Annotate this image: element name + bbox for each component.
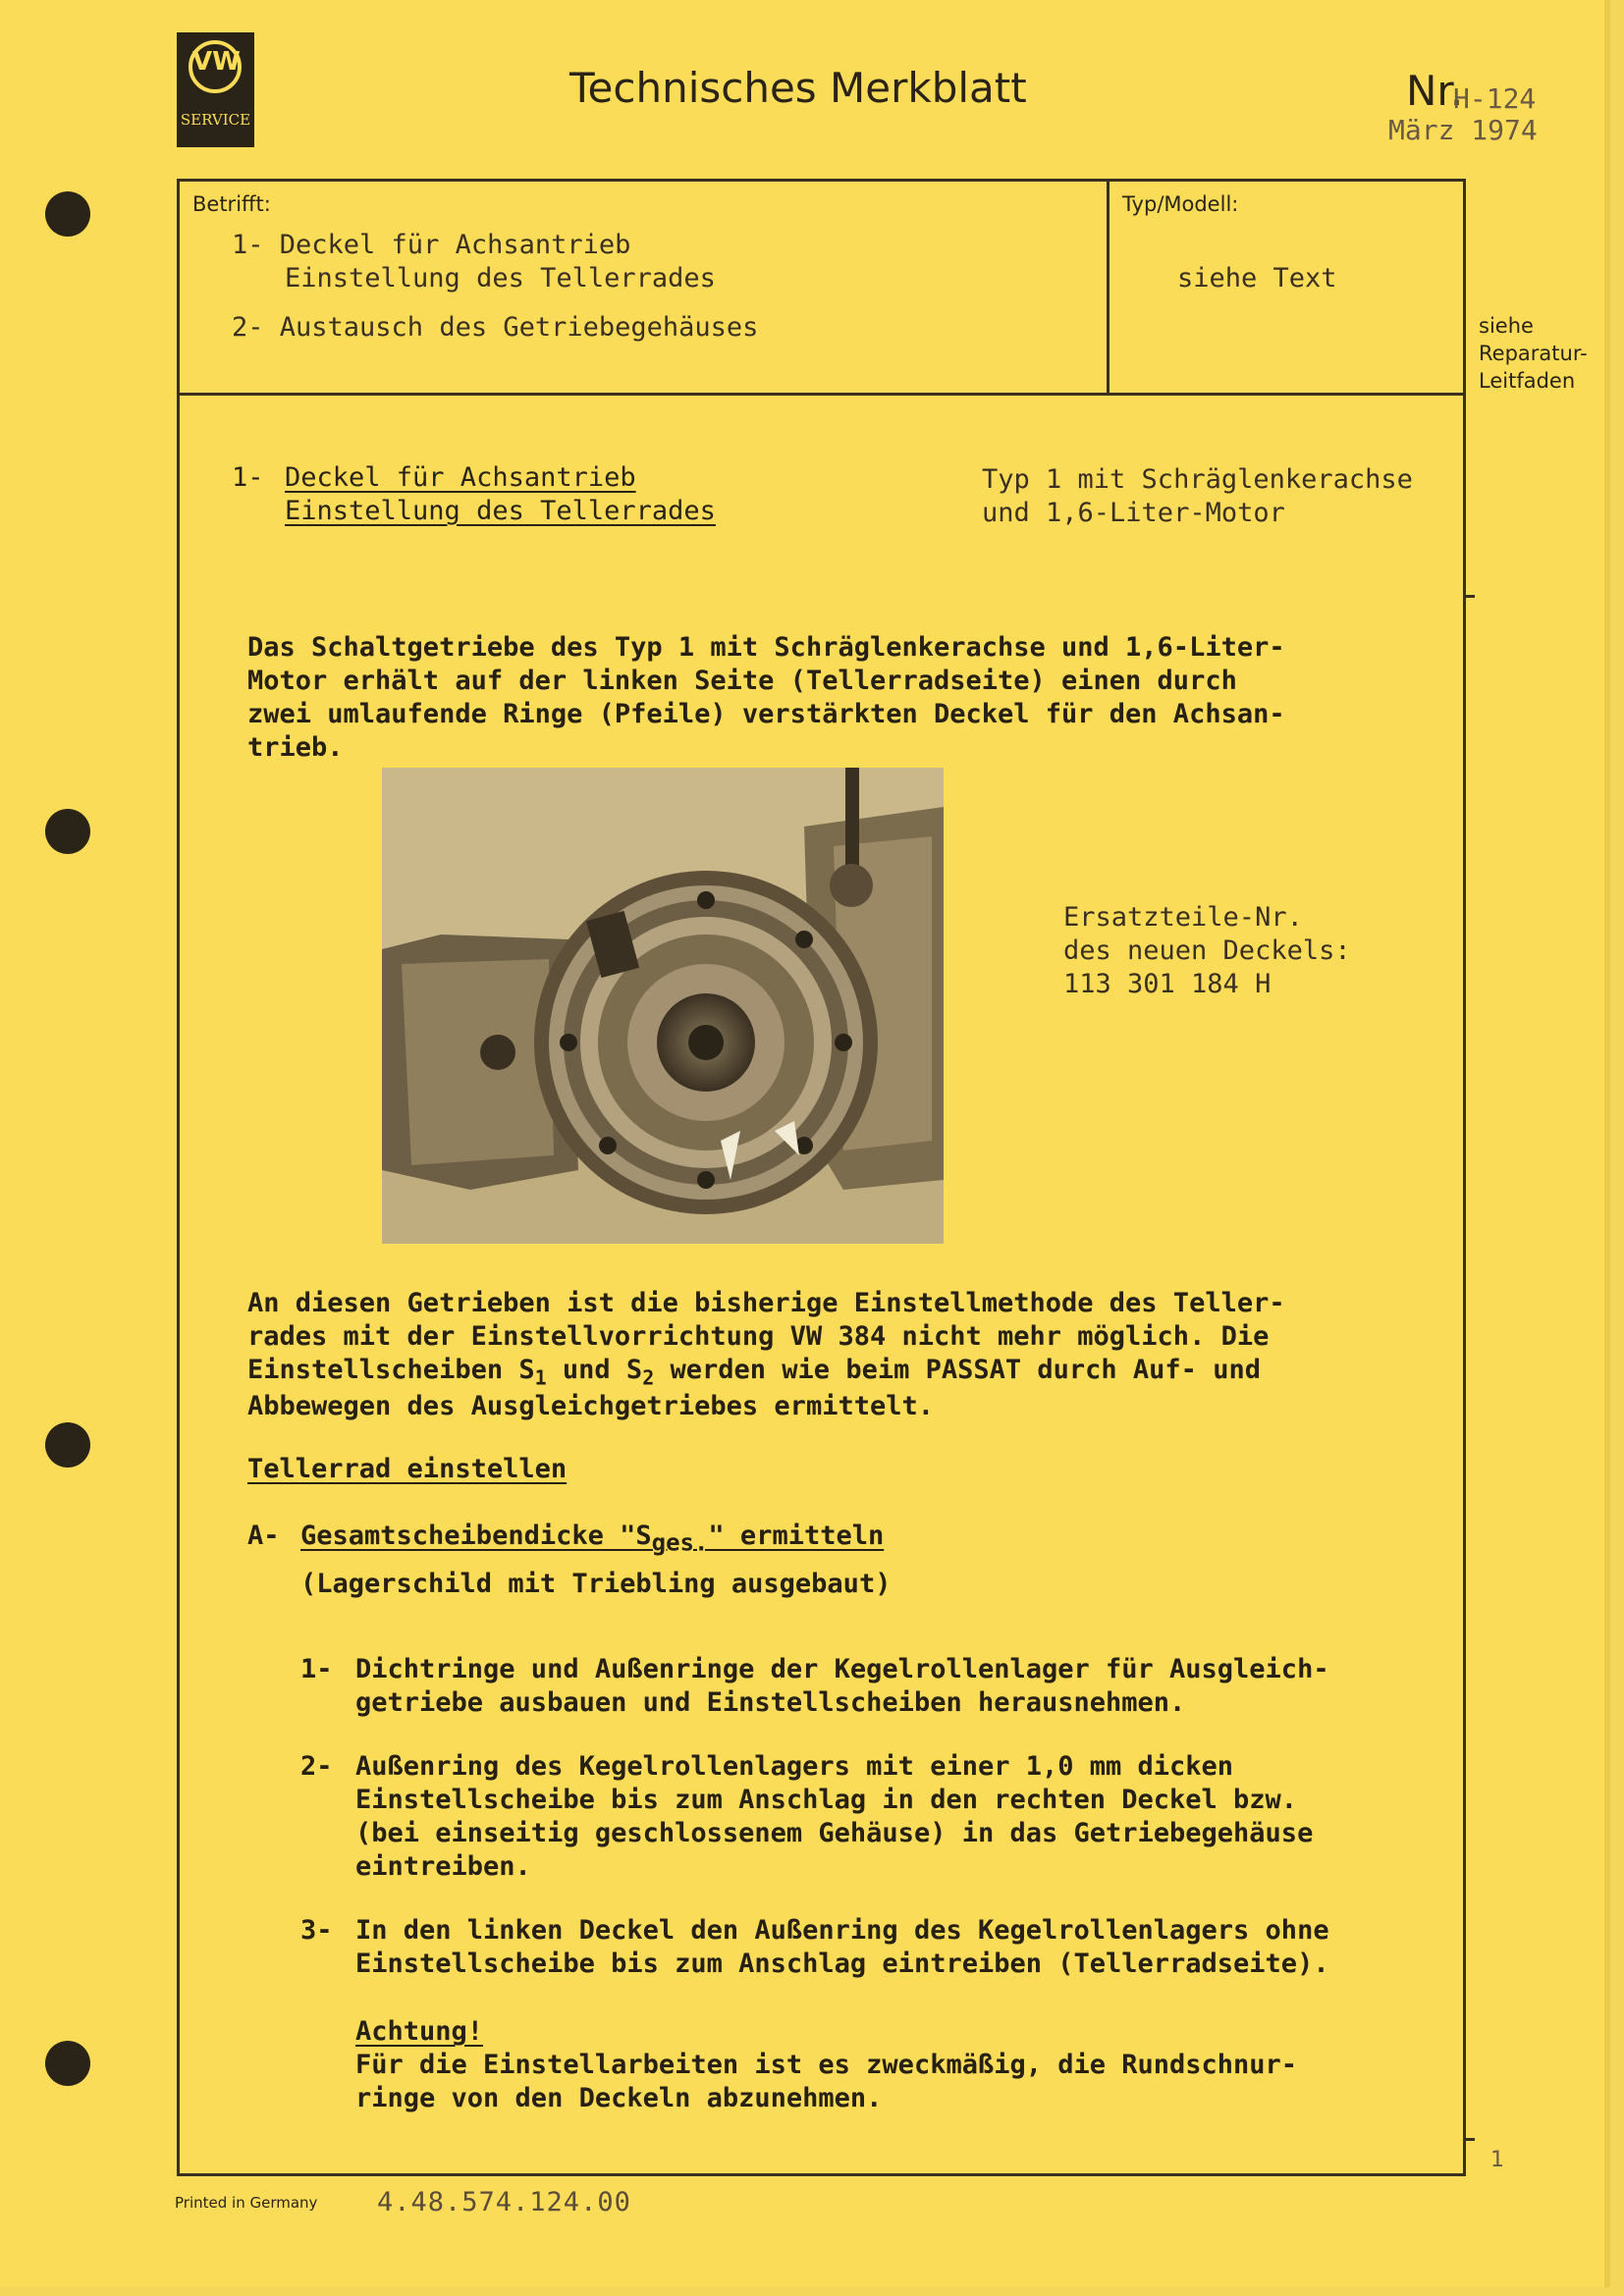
- step-3-line: Einstellscheibe bis zum Anschlag eintreiben (Tellerradseite).: [355, 1949, 1329, 1979]
- step-a-prefix: A-: [247, 1521, 280, 1551]
- step-1-line: Dichtringe und Außenringe der Kegelrollenlager für Ausgleich-: [355, 1654, 1329, 1684]
- subject-box-divider: [1107, 179, 1110, 396]
- step-2-number: 2-: [300, 1751, 333, 1782]
- subject-item2: 2- Austausch des Getriebegehäuses: [232, 312, 759, 343]
- section1-heading-line1: Deckel für Achsantrieb: [285, 462, 636, 493]
- attention-line: Für die Einstellarbeiten ist es zweckmäßig, die Rundschnur-: [355, 2050, 1298, 2080]
- method-text: Einstellscheiben S: [247, 1355, 535, 1385]
- section1-number: 1-: [232, 462, 264, 493]
- typ-modell-value: siehe Text: [1177, 263, 1337, 294]
- gearbox-photo: [382, 768, 944, 1244]
- step-2-line: eintreiben.: [355, 1851, 531, 1882]
- nr-label: Nr.: [1406, 67, 1464, 115]
- side-note-line: siehe: [1479, 314, 1534, 338]
- intro-line: trieb.: [247, 732, 344, 763]
- page-number: 1: [1490, 2148, 1504, 2172]
- side-note: [1479, 312, 1588, 395]
- intro-line: Motor erhält auf der linken Seite (Tellerradseite) einen durch: [247, 666, 1237, 696]
- method-line-with-subscripts: [247, 1354, 1261, 1394]
- subscript-s2: 2: [642, 1365, 655, 1390]
- step-a-subscript: ges.: [651, 1528, 709, 1557]
- attention-heading: Achtung!: [355, 2016, 484, 2047]
- gearbox-illustration: [382, 768, 944, 1244]
- frame-tick-bottom: [1463, 2138, 1475, 2141]
- issue-date: März 1974: [1388, 114, 1538, 146]
- page-title: Technisches Merkblatt: [569, 64, 1027, 112]
- printed-in-germany: Printed in Germany: [175, 2194, 318, 2212]
- subject-item1-line2: Einstellung des Tellerrades: [285, 263, 716, 294]
- intro-line: Das Schaltgetriebe des Typ 1 mit Schräglenkerachse und 1,6-Liter-: [247, 632, 1285, 663]
- step-2-line: (bei einseitig geschlossenem Gehäuse) in das Getriebegehäuse: [355, 1818, 1314, 1848]
- step-2-line: Einstellscheibe bis zum Anschlag in den rechten Deckel bzw.: [355, 1785, 1298, 1815]
- method-line: Abbewegen des Ausgleichgetriebes ermittelt.: [247, 1391, 934, 1421]
- step-1-number: 1-: [300, 1654, 333, 1684]
- nr-value: H-124: [1453, 82, 1537, 115]
- punch-hole-2: [45, 809, 90, 854]
- subject-item1-line1: 1- Deckel für Achsantrieb: [232, 230, 631, 260]
- section1-model-line2: und 1,6-Liter-Motor: [982, 498, 1285, 528]
- step-a-note: (Lagerschild mit Triebling ausgebaut): [300, 1569, 892, 1599]
- method-text: und S: [546, 1355, 643, 1385]
- punch-hole-3: [45, 1422, 90, 1468]
- punch-hole-1: [45, 191, 90, 237]
- subscript-s1: 1: [534, 1365, 547, 1390]
- parts-note-number: 113 301 184 H: [1063, 969, 1272, 999]
- method-line: An diesen Getrieben ist die bisherige Einstellmethode des Teller-: [247, 1288, 1285, 1318]
- section1-model-line1: Typ 1 mit Schräglenkerachse: [982, 464, 1413, 495]
- step-a-heading-text: Gesamtscheibendicke "S: [300, 1521, 652, 1551]
- brand-text: VW: [192, 47, 241, 77]
- tellerrad-heading: Tellerrad einstellen: [247, 1454, 568, 1484]
- section1-heading-line2: Einstellung des Tellerrades: [285, 496, 716, 526]
- vw-emblem-icon: [189, 40, 242, 93]
- service-label: SERVICE: [180, 111, 251, 129]
- step-3-line: In den linken Deckel den Außenring des Kegelrollenlagers ohne: [355, 1915, 1329, 1946]
- parts-note-line: Ersatzteile-Nr.: [1063, 902, 1303, 933]
- method-line: rades mit der Einstellvorrichtung VW 384 nicht mehr möglich. Die: [247, 1321, 1270, 1352]
- betrifft-label: Betrifft:: [192, 192, 271, 216]
- side-note-line: Reparatur-: [1479, 342, 1588, 365]
- side-note-line: Leitfaden: [1479, 369, 1576, 393]
- parts-note-line: des neuen Deckels:: [1063, 935, 1351, 966]
- step-a-heading: [300, 1520, 884, 1559]
- document-code: 4.48.574.124.00: [377, 2187, 631, 2217]
- punch-hole-4: [45, 2041, 90, 2086]
- frame-tick-top: [1463, 595, 1475, 598]
- step-1-line: getriebe ausbauen und Einstellscheiben herausnehmen.: [355, 1687, 1186, 1718]
- method-text: werden wie beim PASSAT durch Auf- und: [654, 1355, 1261, 1385]
- vw-service-logo: [177, 32, 254, 147]
- step-3-number: 3-: [300, 1915, 333, 1946]
- step-a-heading-text: " ermitteln: [708, 1521, 885, 1551]
- attention-line: ringe von den Deckeln abzunehmen.: [355, 2083, 883, 2113]
- intro-line: zwei umlaufende Ringe (Pfeile) verstärkten Deckel für den Achsan-: [247, 699, 1285, 729]
- typ-modell-label: Typ/Modell:: [1122, 192, 1239, 216]
- step-2-line: Außenring des Kegelrollenlagers mit einer 1,0 mm dicken: [355, 1751, 1234, 1782]
